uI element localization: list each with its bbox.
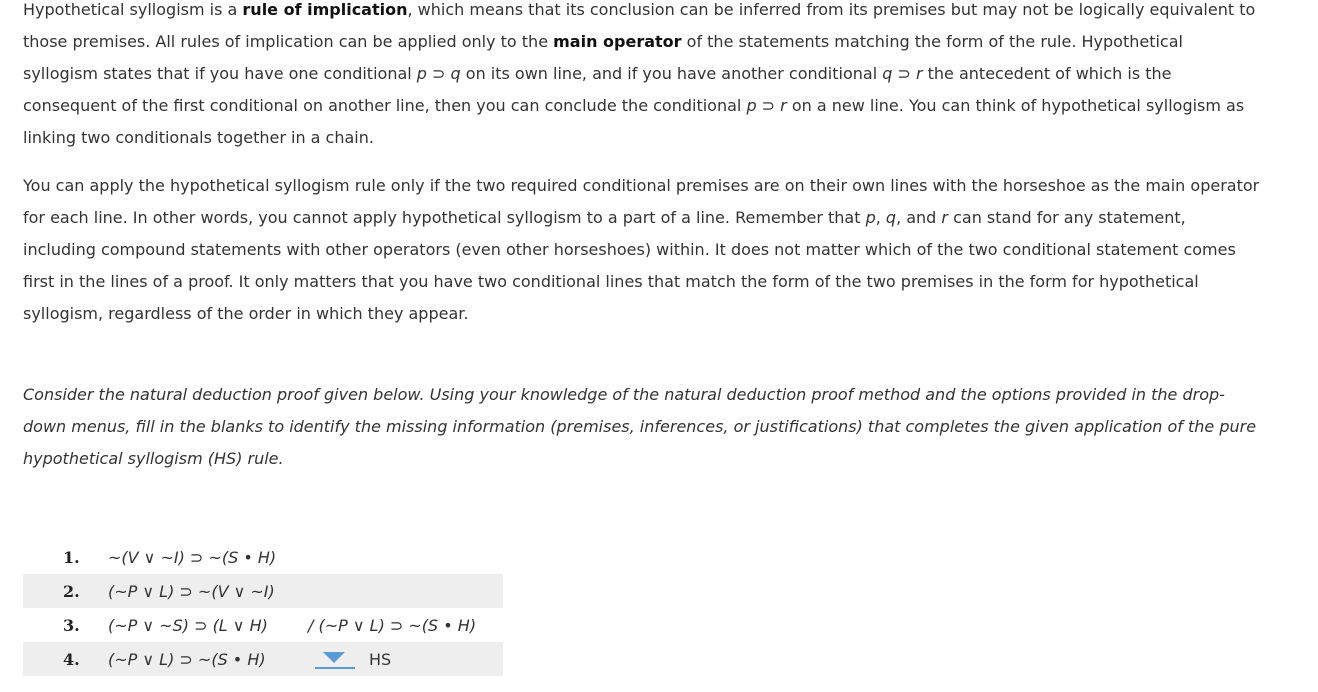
line-justification (308, 540, 503, 574)
proof-line (23, 608, 503, 642)
bold-term-rule-of-implication: rule of implication (242, 0, 408, 19)
proof-line (23, 642, 503, 676)
line-number: 1. (63, 547, 80, 567)
line-number: 2. (23, 574, 108, 608)
proof-line (23, 540, 503, 574)
formula-q-implies-r: q ⊃ r (882, 64, 923, 83)
conclusion-marker: / (~P ∨ L) ⊃ ~(S • H) (308, 615, 477, 635)
text-segment: can stand for any statement, including compound statements with other operators (even other horseshoes) within. It does not matter which of the two conditional statement comes first in the lines of a proof. It only matters that you have two conditional lines that match the form of the two premises in the form for hypothetical syllogism, regardless of the order in which they appear. (23, 208, 1236, 323)
dropdown-triangle-icon (323, 652, 345, 663)
text-segment: , which means that its conclusion can be inferred from its premises but may not be logically equivalent to those premises. All rules of implication can be applied only to the (23, 0, 1256, 51)
line-statement: (~P ∨ ~S) ⊃ (L ∨ H) (108, 615, 268, 635)
text-segment: on a new line. You can think of hypothetical syllogism as linking two conditionals together in a chain. (23, 96, 1245, 147)
text-segment: You can apply the hypothetical syllogism rule only if the two required conditional premises are on their own lines with the horseshoe as the main operator for each line. In other words, you cannot apply hypothetical syllogism to a part of a line. Remember that (23, 176, 1260, 227)
text-segment: , (875, 208, 886, 227)
text-segment: on its own line, and if you have another conditional (460, 64, 883, 83)
line-statement: (~P ∨ L) ⊃ ~(V ∨ ~I) (108, 574, 308, 608)
variable-r: r (941, 208, 948, 227)
line-justification-cell (308, 642, 503, 676)
instructions: Consider the natural deduction proof given below. Using your knowledge of the natural deduction proof method and the options provided in the drop-down menus, fill in the blanks to identify the missing information (premises, inferences, or justifications) that completes the given application of the pure hypothetical syllogism (HS) rule. (23, 385, 1257, 468)
formula-p-implies-r: p ⊃ r (746, 96, 787, 115)
line-number: 4. (23, 642, 108, 676)
rule-label: HS (369, 649, 392, 669)
proof-table (23, 540, 503, 676)
paragraph-hs-definition (23, 0, 1263, 154)
line-justification (308, 574, 503, 608)
formula-p-implies-q: p ⊃ q (416, 64, 461, 83)
bold-term-main-operator: main operator (553, 32, 682, 51)
line-number: 3. (63, 615, 80, 635)
variable-q: q (885, 208, 897, 227)
proof-line (23, 574, 503, 608)
variable-p: p (865, 208, 876, 227)
line-statement: (~P ∨ L) ⊃ ~(S • H) (108, 642, 308, 676)
text-segment: the antecedent of which is the consequent of the first conditional on another line, then you can conclude the conditional (23, 64, 1172, 115)
text-segment: of the statements matching the form of the rule. Hypothetical syllogism states that if you have one conditional (23, 32, 1183, 83)
justification-dropdown[interactable] (315, 649, 355, 669)
paragraph-hs-application (23, 170, 1263, 330)
text-segment: , and (896, 208, 942, 227)
line-statement: ~(V ∨ ~I) ⊃ ~(S • H) (108, 547, 277, 567)
text-segment: Hypothetical syllogism is a (23, 0, 243, 19)
